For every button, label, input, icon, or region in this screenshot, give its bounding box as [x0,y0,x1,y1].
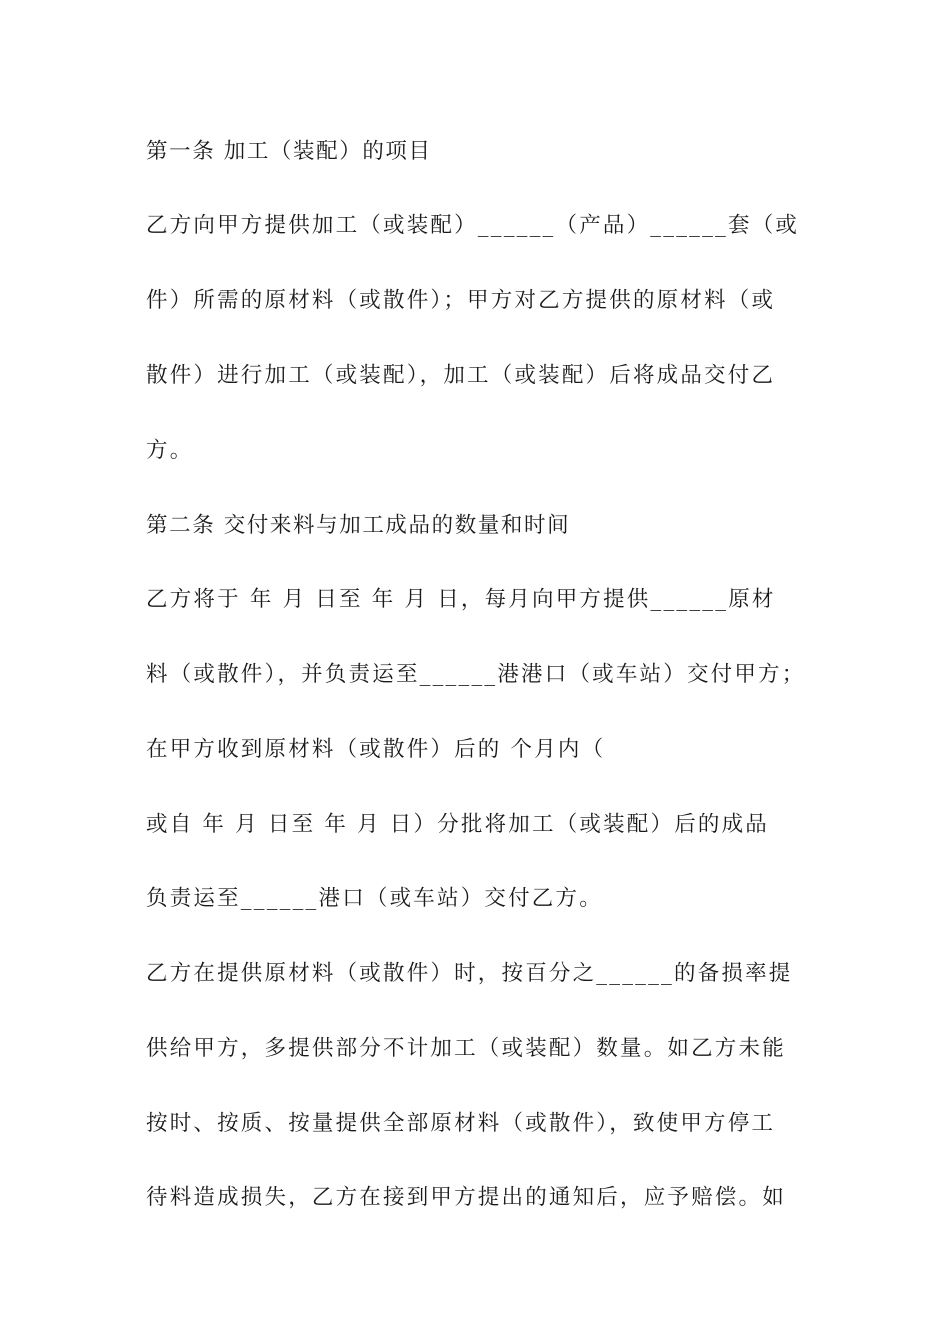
paragraph-line: 乙方在提供原材料（或散件）时，按百分之______的备损率提 [146,961,793,986]
paragraph-line: 散件）进行加工（或装配），加工（或装配）后将成品交付乙 [146,363,776,388]
paragraph-line: 待料造成损失，乙方在接到甲方提出的通知后，应予赔偿。如 [146,1185,786,1210]
paragraph-line: 负责运至______港口（或车站）交付乙方。 [146,886,603,911]
article-1-heading: 第一条 加工（装配）的项目 [146,139,432,164]
paragraph-line: 乙方将于 年 月 日至 年 月 日，每月向甲方提供______原材 [146,587,776,612]
paragraph-line: 乙方向甲方提供加工（或装配）______（产品）______套（或 [146,213,800,238]
paragraph-line: 或自 年 月 日至 年 月 日）分批将加工（或装配）后的成品 [146,812,770,837]
paragraph-line: 按时、按质、按量提供全部原材料（或散件），致使甲方停工 [146,1111,776,1136]
paragraph-line: 方。 [146,438,194,463]
paragraph-line: 件）所需的原材料（或散件）；甲方对乙方提供的原材料（或 [146,288,776,313]
paragraph-line: 料（或散件），并负责运至______港港口（或车站）交付甲方； [146,662,806,687]
paragraph-line: 供给甲方，多提供部分不计加工（或装配）数量。如乙方未能 [146,1036,786,1061]
article-2-heading: 第二条 交付来料与加工成品的数量和时间 [146,513,571,538]
paragraph-line: 在甲方收到原材料（或散件）后的 个月内（ [146,737,606,762]
